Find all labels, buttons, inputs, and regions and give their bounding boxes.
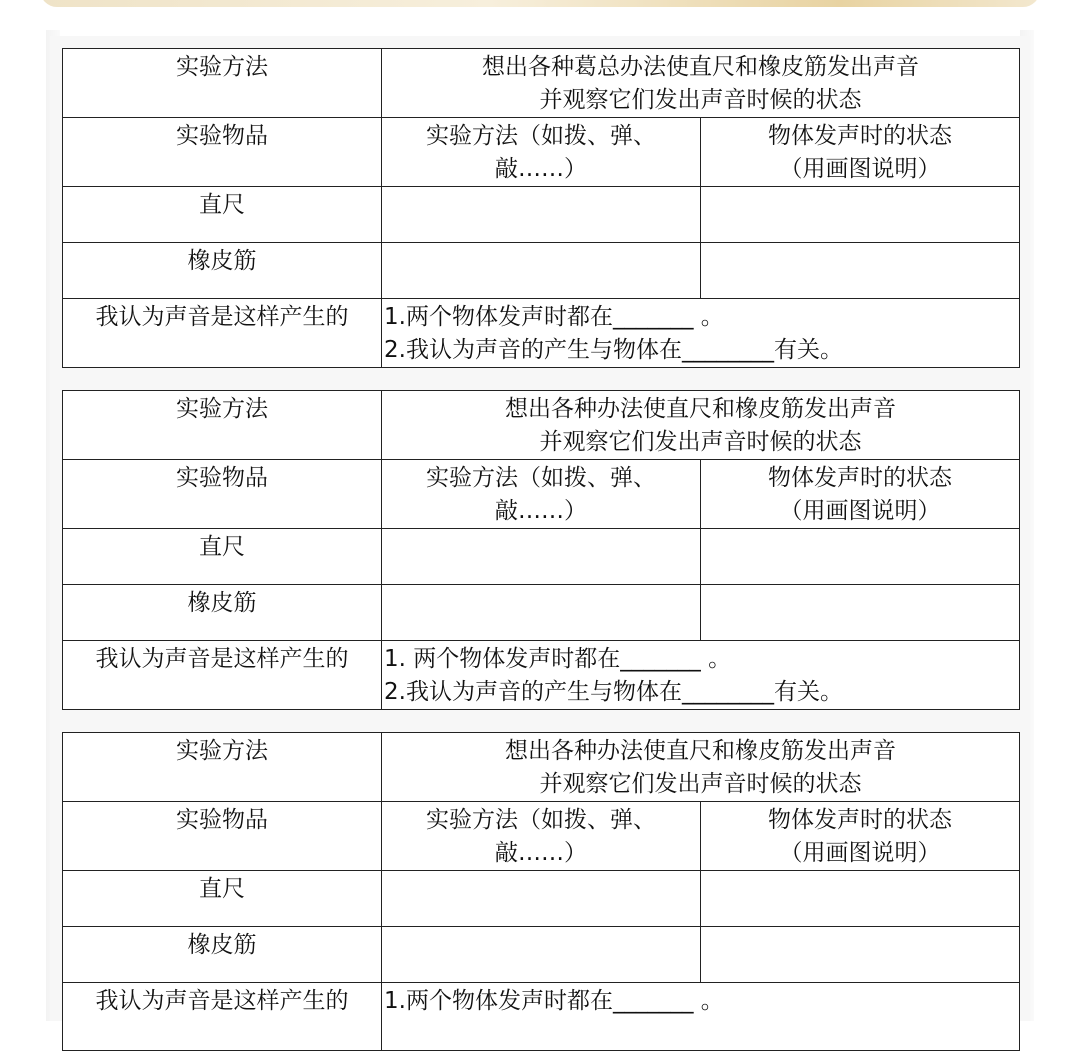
- method-desc-line1: 想出各种葛总办法使直尺和橡皮筋发出声音: [482, 54, 919, 80]
- conclusion-label-cell: [63, 641, 382, 710]
- col-state-line2: （用画图说明）: [779, 498, 941, 524]
- item-ruler-label: 直尺: [199, 192, 245, 218]
- method-desc-line2: 并观察它们发出声音时候的状态: [539, 771, 862, 797]
- method-desc-line2: 并观察它们发出声音时候的状态: [539, 87, 862, 113]
- col-state-line2: （用画图说明）: [779, 840, 941, 866]
- worksheet-card-2: [50, 378, 1030, 722]
- ruler-state-cell[interactable]: [701, 871, 1020, 927]
- conclusion-cell[interactable]: [382, 299, 1020, 368]
- item-rubber-band-label: 橡皮筋: [187, 248, 257, 274]
- row-item-rubber-band: [63, 243, 382, 299]
- method-desc-line1: 想出各种办法使直尺和橡皮筋发出声音: [505, 396, 896, 422]
- col-state-line1: 物体发声时的状态: [768, 123, 952, 149]
- method-header-cell: [63, 49, 382, 118]
- col-method-line2: 敲……）: [495, 156, 587, 182]
- col-state-line2: （用画图说明）: [779, 156, 941, 182]
- rubber-band-method-cell[interactable]: [382, 927, 701, 983]
- rubber-band-method-cell[interactable]: [382, 585, 701, 641]
- ruler-state-cell[interactable]: [701, 187, 1020, 243]
- items-header: 实验物品: [176, 123, 268, 149]
- ruler-method-cell[interactable]: [382, 187, 701, 243]
- method-desc-cell: [382, 391, 1020, 460]
- rubber-band-state-cell[interactable]: [701, 927, 1020, 983]
- col-state-header-cell: [701, 460, 1020, 529]
- item-rubber-band-label: 橡皮筋: [187, 932, 257, 958]
- row-item-rubber-band: [63, 927, 382, 983]
- row-item-rubber-band: [63, 585, 382, 641]
- item-ruler-label: 直尺: [199, 876, 245, 902]
- col-state-header-cell: [701, 118, 1020, 187]
- col-method-header-cell: [382, 460, 701, 529]
- conclusion-cell[interactable]: [382, 641, 1020, 710]
- col-method-line1: 实验方法（如拨、弹、: [426, 465, 656, 491]
- method-desc-line1: 想出各种办法使直尺和橡皮筋发出声音: [505, 738, 896, 764]
- method-header: 实验方法: [176, 396, 268, 422]
- col-method-line2: 敲……）: [495, 840, 587, 866]
- method-header: 实验方法: [176, 54, 268, 80]
- experiment-table-2: [62, 390, 1020, 710]
- row-item-ruler: [63, 871, 382, 927]
- col-method-header-cell: [382, 802, 701, 871]
- item-rubber-band-label: 橡皮筋: [187, 590, 257, 616]
- rubber-band-method-cell[interactable]: [382, 243, 701, 299]
- conclusion-label: 我认为声音是这样产生的: [95, 646, 349, 672]
- worksheet-card-1: [50, 36, 1030, 380]
- col-state-header-cell: [701, 802, 1020, 871]
- method-header-cell: [63, 391, 382, 460]
- items-header-cell: [63, 802, 382, 871]
- experiment-table-1: [62, 48, 1020, 368]
- experiment-table-3: [62, 732, 1020, 1051]
- ruler-method-cell[interactable]: [382, 529, 701, 585]
- conclusion-line2: 2.我认为声音的产生与物体在________有关。: [384, 679, 843, 705]
- method-header-cell: [63, 733, 382, 802]
- method-desc-line2: 并观察它们发出声音时候的状态: [539, 429, 862, 455]
- col-state-line1: 物体发声时的状态: [768, 807, 952, 833]
- item-ruler-label: 直尺: [199, 534, 245, 560]
- ruler-method-cell[interactable]: [382, 871, 701, 927]
- col-method-line1: 实验方法（如拨、弹、: [426, 807, 656, 833]
- conclusion-label-cell: [63, 983, 382, 1051]
- method-header: 实验方法: [176, 738, 268, 764]
- col-method-line1: 实验方法（如拨、弹、: [426, 123, 656, 149]
- conclusion-line1: 1.两个物体发声时都在_______ 。: [384, 304, 724, 330]
- row-item-ruler: [63, 529, 382, 585]
- conclusion-cell[interactable]: [382, 983, 1020, 1051]
- ruler-state-cell[interactable]: [701, 529, 1020, 585]
- items-header-cell: [63, 118, 382, 187]
- items-header: 实验物品: [176, 807, 268, 833]
- items-header: 实验物品: [176, 465, 268, 491]
- items-header-cell: [63, 460, 382, 529]
- method-desc-cell: [382, 49, 1020, 118]
- col-method-header-cell: [382, 118, 701, 187]
- conclusion-label: 我认为声音是这样产生的: [95, 304, 349, 330]
- col-method-line2: 敲……）: [495, 498, 587, 524]
- conclusion-label-cell: [63, 299, 382, 368]
- rubber-band-state-cell[interactable]: [701, 243, 1020, 299]
- conclusion-line1: 1. 两个物体发声时都在_______ 。: [384, 646, 732, 672]
- col-state-line1: 物体发声时的状态: [768, 465, 952, 491]
- conclusion-line2: 2.我认为声音的产生与物体在________有关。: [384, 337, 843, 363]
- method-desc-cell: [382, 733, 1020, 802]
- worksheet-card-3: [50, 720, 1030, 1021]
- conclusion-line1: 1.两个物体发声时都在_______ 。: [384, 988, 724, 1014]
- top-banner-image: [40, 0, 1040, 7]
- rubber-band-state-cell[interactable]: [701, 585, 1020, 641]
- row-item-ruler: [63, 187, 382, 243]
- conclusion-label: 我认为声音是这样产生的: [95, 988, 349, 1014]
